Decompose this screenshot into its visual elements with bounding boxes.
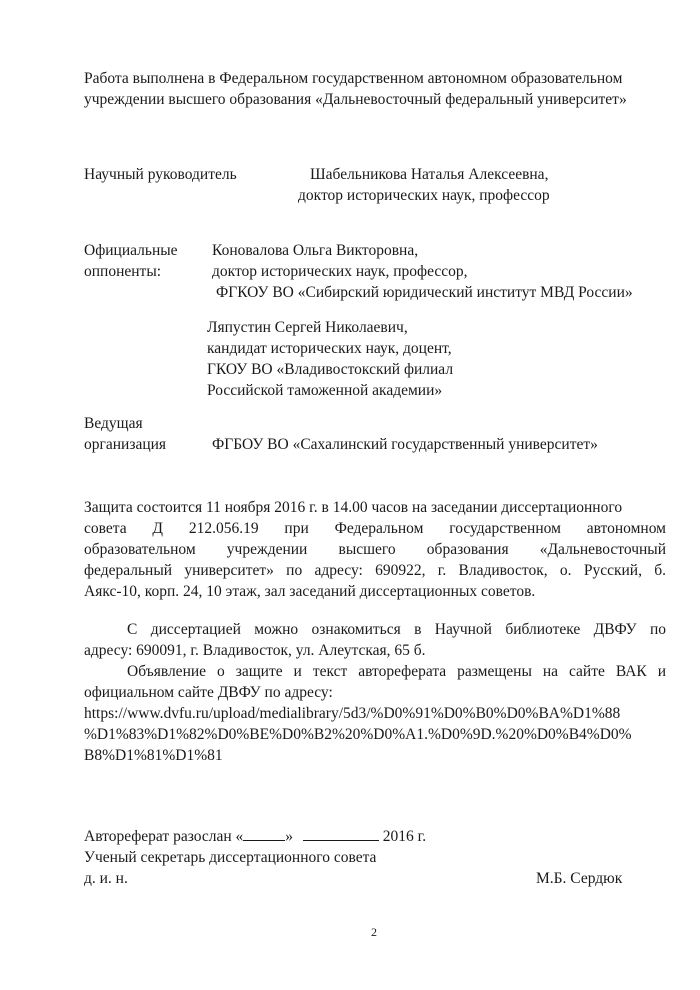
leading-org: ФГБОУ ВО «Сахалинский государственный университет» [212, 436, 598, 453]
announcement-url-2[interactable]: %D1%83%D1%82%D0%BE%D0%B2%20%D0%A1.%D0%9D.%20%D0%B4%D0% [84, 726, 632, 743]
secretary-degree: д. и. н. [84, 870, 128, 887]
opponent-1-org: ФГКОУ ВО «Сибирский юридический институт МВД России» [216, 284, 633, 301]
announcement-url-3[interactable]: B8%D1%81%D1%81 [84, 747, 223, 764]
mailing-year: 2016 г. [382, 828, 427, 845]
announcement-url-1[interactable]: https://www.dvfu.ru/upload/medialibrary/5d3/%D0%91%D0%B0%D0%BA%D1%88 [84, 705, 621, 722]
intro-line-2: учреждении высшего образования «Дальневосточный федеральный университет» [84, 91, 627, 108]
defense-line-5: Аякс-10, корп. 24, 10 этаж, зал заседаний диссертационных советов. [84, 583, 536, 600]
opponent-1-name: Коновалова Ольга Викторовна, [212, 242, 419, 259]
defense-line-2: совета Д 212.056.19 при Федеральном государственном автономном [84, 520, 666, 537]
opponent-2-org-2: Российской таможенной академии» [207, 382, 443, 399]
mailing-prefix: Автореферат разослан « [84, 828, 244, 845]
supervisor-label: Научный руководитель [84, 166, 237, 183]
opponent-2-org-1: ГКОУ ВО «Владивостокский филиал [207, 361, 454, 378]
supervisor-name: Шабельникова Наталья Алексеевна, [310, 166, 549, 183]
mailing-date-line [84, 826, 426, 847]
library-line-2: адресу: 690091, г. Владивосток, ул. Алеутская, 65 б. [84, 642, 426, 659]
intro-line-1: Работа выполнена в Федеральном государственном автономном образовательном [84, 70, 623, 87]
secretary-name: М.Б. Сердюк [536, 870, 623, 887]
opponents-label-2: оппоненты: [84, 263, 162, 280]
opponents-label-1: Официальные [84, 242, 178, 259]
opponent-2-degree: кандидат исторических наук, доцент, [207, 340, 452, 357]
defense-line-3: образовательном учреждении высшего образования «Дальневосточный [84, 541, 666, 558]
library-line-1: С диссертацией можно ознакомиться в Научной библиотеке ДВФУ по [127, 621, 666, 638]
opponent-2-name: Ляпустин Сергей Николаевич, [207, 319, 408, 336]
page-number: 2 [371, 925, 377, 939]
defense-line-1: Защита состоится 11 ноября 2016 г. в 14.00 часов на заседании диссертационного [84, 499, 623, 516]
announcement-line-2: официальном сайте ДВФУ по адресу: [84, 684, 333, 701]
supervisor-degree: доктор исторических наук, профессор [298, 187, 550, 204]
defense-line-4: федеральный университет» по адресу: 690922, г. Владивосток, о. Русский, б. [84, 562, 666, 579]
leading-label-2: организация [84, 436, 167, 453]
day-blank [243, 826, 285, 841]
leading-label-1: Ведущая [84, 415, 143, 432]
opponent-1-degree: доктор исторических наук, профессор, [212, 263, 468, 280]
mailing-mid: » [285, 828, 294, 845]
secretary-title: Ученый секретарь диссертационного совета [84, 849, 377, 866]
month-blank [303, 826, 379, 841]
announcement-line-1: Объявление о защите и текст автореферата размещены на сайте ВАК и [127, 663, 666, 680]
